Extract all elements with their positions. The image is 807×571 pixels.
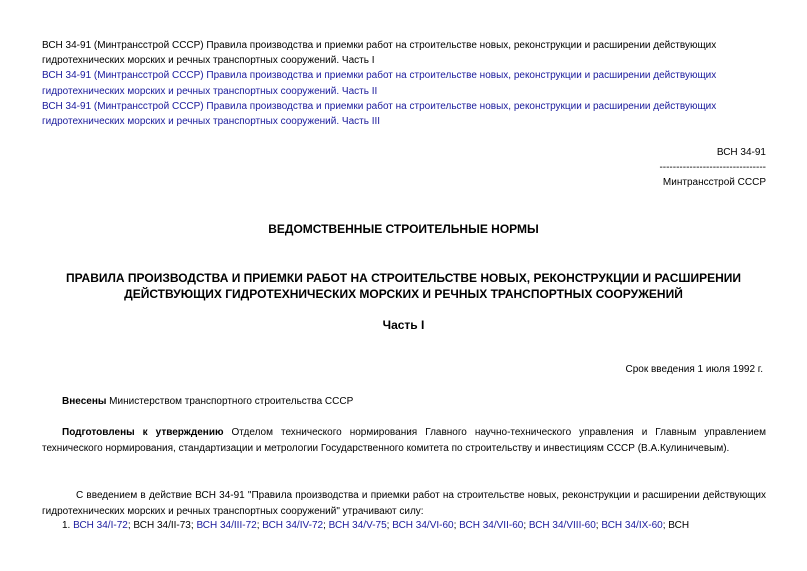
document-title: ПРАВИЛА ПРОИЗВОДСТВА И ПРИЕМКИ РАБОТ НА СТРОИТЕЛЬСТВЕ НОВЫХ, РЕКОНСТРУКЦИИ И РАСШИРЕНИИ ДЕЙСТВУЮЩИХ ГИДРОТЕХНИЧЕСКИХ МОРСКИХ И РЕЧНЫХ ТРАНСПОРТНЫХ СООРУЖЕНИЙ <box>65 271 742 301</box>
reference-link-part-3[interactable]: ВСН 34-91 (Минтрансстрой СССР) Правила производства и приемки работ на строительстве новых, реконструкции и расширении действующих гидротехнических морских и речных транспортных сооружений. Часть III <box>42 100 717 128</box>
superseded-code-4[interactable]: ВСН 34/V-75 <box>328 520 387 531</box>
superseded-code-7[interactable]: ВСН 34/VIII-60 <box>528 520 596 531</box>
document-code: ВСН 34-91 <box>716 147 766 158</box>
prepared-label: Подготовлены к утверждению <box>62 427 224 438</box>
supersedes-paragraph: С введением в действие ВСН 34-91 "Правила производства и приемки работ на строительстве новых, реконструкции и расширении действующих гидротехнических морских и речных транспортных сооружений" утрачивают силу: <box>42 490 766 517</box>
superseded-code-5[interactable]: ВСН 34/VI-60 <box>392 520 454 531</box>
introduced-text: Министерством транспортного строительства СССР <box>106 396 354 407</box>
meta-separator: -------------------------------- <box>659 162 766 173</box>
superseded-items <box>73 520 689 531</box>
superseded-code-9: ВСН <box>668 520 690 531</box>
superseded-separator: ; <box>595 520 599 531</box>
prepared-text: Отделом технического нормирования Главного научно-технического управления и Главным управлением технического нормирования, стандартизации и метрологии Государственного комитета по строительству и инвестициям СССР (В.А.Кулиничевым). <box>42 427 766 454</box>
superseded-separator: ; <box>453 520 457 531</box>
superseded-code-8[interactable]: ВСН 34/IX-60 <box>601 520 663 531</box>
superseded-code-1: ВСН 34/II-73 <box>133 520 191 531</box>
superseded-separator: ; <box>127 520 131 531</box>
list-number: 1. <box>62 520 71 531</box>
issuing-ministry: Минтрансстрой СССР <box>662 177 766 188</box>
introduced-paragraph <box>42 394 766 410</box>
related-documents-list <box>42 38 766 129</box>
superseded-separator: ; <box>323 520 326 531</box>
reference-part-1: ВСН 34-91 (Минтрансстрой СССР) Правила производства и приемки работ на строительстве новых, реконструкции и расширении действующих гидротехнических морских и речных транспортных сооружений. Часть I <box>42 40 717 67</box>
superseded-list <box>42 518 766 534</box>
superseded-separator: ; <box>662 520 666 531</box>
superseded-code-2[interactable]: ВСН 34/III-72 <box>196 520 257 531</box>
document-meta <box>659 145 766 190</box>
superseded-separator: ; <box>386 520 390 531</box>
superseded-separator: ; <box>523 520 527 531</box>
superseded-code-6[interactable]: ВСН 34/VII-60 <box>459 520 524 531</box>
superseded-separator: ; <box>256 520 260 531</box>
superseded-separator: ; <box>190 520 194 531</box>
effective-date: Срок введения 1 июля 1992 г. <box>625 364 763 375</box>
reference-link-part-2[interactable]: ВСН 34-91 (Минтрансстрой СССР) Правила производства и приемки работ на строительстве новых, реконструкции и расширении действующих гидротехнических морских и речных транспортных сооружений. Часть II <box>42 70 717 97</box>
superseded-code-0[interactable]: ВСН 34/I-72 <box>73 520 128 531</box>
document-type-heading: ВЕДОМСТВЕННЫЕ СТРОИТЕЛЬНЫЕ НОРМЫ <box>268 222 539 236</box>
superseded-code-3[interactable]: ВСН 34/IV-72 <box>262 520 324 531</box>
prepared-paragraph <box>42 425 766 456</box>
document-part: Часть I <box>382 318 425 332</box>
introduced-label: Внесены <box>62 396 107 407</box>
